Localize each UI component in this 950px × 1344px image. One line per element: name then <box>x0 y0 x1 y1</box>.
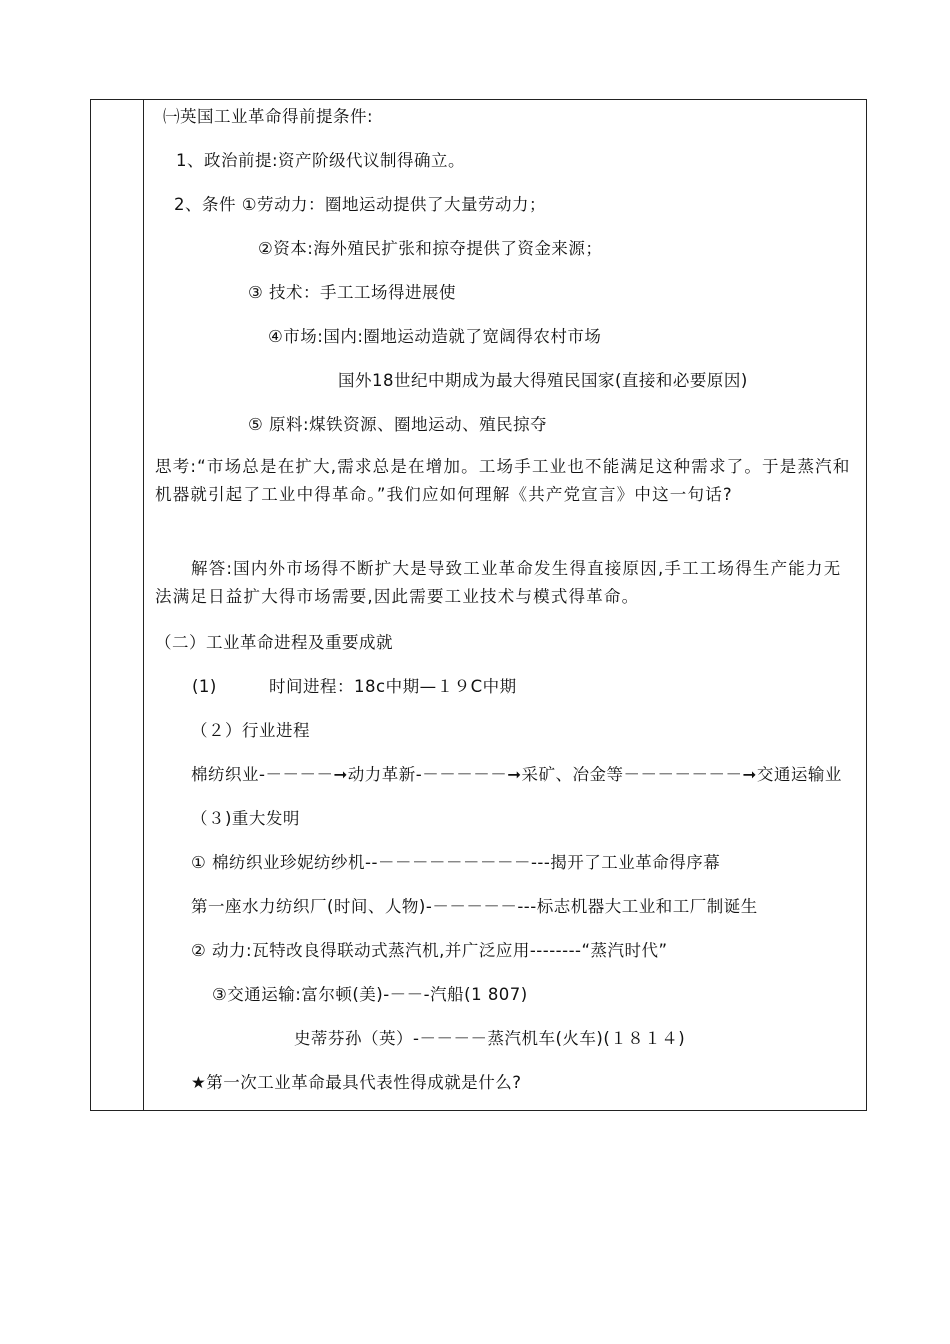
market-condition: ④市场:国内:圈地运动造就了宽阔得农村市场 <box>268 327 602 346</box>
invention-steam-engine: ② 动力:瓦特改良得联动式蒸汽机,并广泛应用--------“蒸汽时代” <box>191 941 668 960</box>
left-column-cell <box>91 100 144 1110</box>
capital-condition: ②资本:海外殖民扩张和掠夺提供了资金来源； <box>258 239 603 258</box>
inventions-heading: （３)重大发明 <box>191 809 300 828</box>
star-question: ★第一次工业革命最具代表性得成就是什么? <box>191 1073 522 1092</box>
content-table <box>90 99 867 1111</box>
time-number: (1) <box>192 677 217 696</box>
thinking-answer: 解答:国内外市场得不断扩大是导致工业革命发生得直接原因,手工工场得生产能力无法满足日益扩大得市场需要,因此需要工业技术与模式得革命。 <box>155 559 842 606</box>
raw-materials-condition: ⑤ 原料:煤铁资源、圈地运动、殖民掠夺 <box>248 415 548 434</box>
invention-water-mill: 第一座水力纺织厂(时间、人物)-－－－－－---标志机器大工业和工厂制诞生 <box>191 897 758 916</box>
thinking-question: 思考:“市场总是在扩大,需求总是在增加。工场手工业也不能满足这种需求了。于是蒸汽和机器就引起了工业中得革命。”我们应如何理解《共产党宣言》中这一句话? <box>155 457 851 504</box>
invention-locomotive: 史蒂芬孙（英）-－－－－蒸汽机车(火车)(１８１４) <box>294 1029 686 1048</box>
market-foreign: 国外18世纪中期成为最大得殖民国家(直接和必要原因) <box>338 371 748 390</box>
political-premise: 1、政治前提:资产阶级代议制得确立。 <box>176 151 466 170</box>
time-progress: 时间进程：18c中期—１９C中期 <box>269 677 517 696</box>
industry-heading: （２）行业进程 <box>191 721 310 740</box>
section2-heading: （二）工业革命进程及重要成就 <box>155 633 393 652</box>
section1-heading: ㈠英国工业革命得前提条件: <box>163 107 374 126</box>
invention-steamboat: ③交通运输:富尔顿(美)-－－-汽船(1 807) <box>212 985 528 1004</box>
technology-condition: ③ 技术：手工工场得进展使 <box>248 283 457 302</box>
labor-condition: 2、条件 ①劳动力：圈地运动提供了大量劳动力； <box>174 195 547 214</box>
invention-spinning-jenny: ① 棉纺织业珍妮纺纱机--－－－－－－－－－---揭开了工业革命得序幕 <box>191 853 721 872</box>
industry-flow: 棉纺织业-－－－－➞动力革新-－－－－－➞采矿、冶金等－－－－－－－➞交通运输业 <box>191 765 842 784</box>
